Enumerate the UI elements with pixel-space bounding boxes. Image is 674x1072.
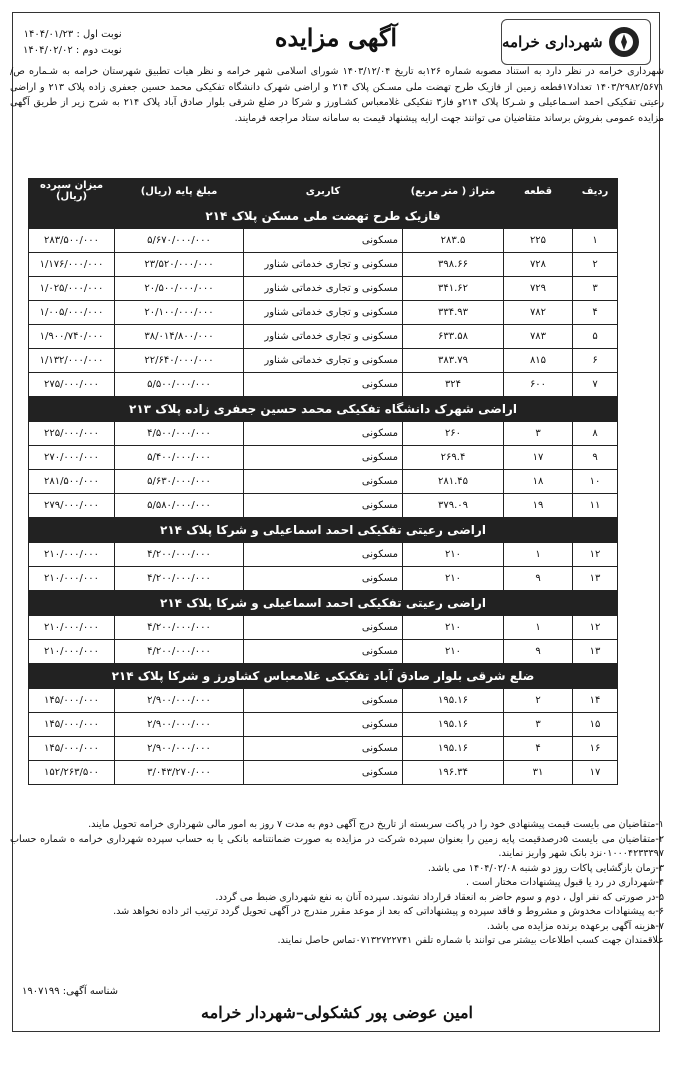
- cell-parcel: ۱: [504, 543, 573, 567]
- cell-base-price: ۳/۰۴۳/۲۷۰/۰۰۰: [115, 761, 244, 785]
- cell-parcel: ۷۸۳: [504, 325, 573, 349]
- section-title: فازیک طرح تهضت ملی مسکن پلاک ۲۱۴: [29, 204, 618, 229]
- cell-base-price: ۴/۲۰۰/۰۰۰/۰۰۰: [115, 567, 244, 591]
- cell-base-price: ۲۰/۵۰۰/۰۰۰/۰۰۰: [115, 277, 244, 301]
- cell-usage: مسکونی: [244, 689, 403, 713]
- cell-deposit: ۲۷۵/۰۰۰/۰۰۰: [29, 373, 115, 397]
- cell-parcel: ۲: [504, 689, 573, 713]
- cell-area: ۲۱۰: [403, 543, 504, 567]
- cell-deposit: ۱/۰۰۵/۰۰۰/۰۰۰: [29, 301, 115, 325]
- cell-deposit: ۱۴۵/۰۰۰/۰۰۰: [29, 737, 115, 761]
- cell-parcel: ۹: [504, 567, 573, 591]
- cell-usage: مسکونی: [244, 761, 403, 785]
- auction-table: [28, 178, 618, 785]
- note: ۵-در صورتی که نفر اول ، دوم و سوم حاضر به انعقاد قرارداد نشوند. سپرده آنان به نفع شهرداری ضبط می گردد.: [215, 891, 664, 903]
- cell-deposit: ۲۱۰/۰۰۰/۰۰۰: [29, 543, 115, 567]
- cell-parcel: ۷۸۲: [504, 301, 573, 325]
- cell-area: ۱۹۵.۱۶: [403, 689, 504, 713]
- cell-parcel: ۳: [504, 422, 573, 446]
- cell-area: ۳۳۴.۹۳: [403, 301, 504, 325]
- cell-parcel: ۳: [504, 713, 573, 737]
- cell-usage: مسکونی و تجاری خدماتی شناور: [244, 253, 403, 277]
- date-first: نوبت اول : ۱۴۰۴/۰۱/۲۳: [23, 29, 122, 40]
- cell-row-number: ۷: [573, 373, 618, 397]
- cell-area: ۳۸۳.۷۹: [403, 349, 504, 373]
- cell-area: ۳۲۴: [403, 373, 504, 397]
- cell-usage: مسکونی و تجاری خدماتی شناور: [244, 325, 403, 349]
- cell-row-number: ۱: [573, 229, 618, 253]
- cell-usage: مسکونی: [244, 422, 403, 446]
- table-row: [29, 373, 618, 397]
- cell-row-number: ۴: [573, 301, 618, 325]
- cell-base-price: ۵/۶۳۰/۰۰۰/۰۰۰: [115, 470, 244, 494]
- cell-row-number: ۱۳: [573, 567, 618, 591]
- note: ۴-شهرداری در رد یا قبول پیشنهادات مختار است .: [466, 877, 664, 888]
- cell-deposit: ۱۴۵/۰۰۰/۰۰۰: [29, 713, 115, 737]
- cell-usage: مسکونی و تجاری خدماتی شناور: [244, 349, 403, 373]
- table-row: [29, 689, 618, 713]
- cell-base-price: ۳۸/۰۱۴/۸۰۰/۰۰۰: [115, 325, 244, 349]
- table-row: [29, 277, 618, 301]
- cell-usage: مسکونی: [244, 446, 403, 470]
- cell-usage: مسکونی: [244, 737, 403, 761]
- cell-deposit: ۱/۱۳۲/۰۰۰/۰۰۰: [29, 349, 115, 373]
- table-row: [29, 301, 618, 325]
- cell-parcel: ۱۹: [504, 494, 573, 518]
- cell-row-number: ۸: [573, 422, 618, 446]
- cell-base-price: ۴/۲۰۰/۰۰۰/۰۰۰: [115, 640, 244, 664]
- note: ۷-هزینه آگهی برعهده برنده مزایده می باشد.: [486, 920, 664, 932]
- section-title: اراضی شهرک دانشگاه تفکیکی محمد حسین جعفری زاده پلاک ۲۱۳: [29, 397, 618, 422]
- cell-area: ۲۶۰: [403, 422, 504, 446]
- cell-row-number: ۱۰: [573, 470, 618, 494]
- signature: امین عوضی پور کشکولی–شهردار خرامه: [201, 1003, 473, 1022]
- cell-row-number: ۱۴: [573, 689, 618, 713]
- cell-row-number: ۱۱: [573, 494, 618, 518]
- table-row: [29, 713, 618, 737]
- notes: [10, 818, 664, 949]
- table-row: [29, 229, 618, 253]
- cell-row-number: ۹: [573, 446, 618, 470]
- cell-row-number: ۱۲: [573, 543, 618, 567]
- cell-area: ۱۹۶.۳۴: [403, 761, 504, 785]
- cell-usage: مسکونی: [244, 616, 403, 640]
- cell-row-number: ۱۷: [573, 761, 618, 785]
- cell-usage: مسکونی: [244, 640, 403, 664]
- ad-code: شناسه آگهی: ۱۹۰۷۱۹۹: [22, 986, 119, 997]
- note: ۱-متقاضیان می بایست قیمت پیشنهادی خود را در پاکت سربسته از تاریخ درج آگهی دوم به مدت ۷ روز به امور مالی شهرداری خرامه تحویل مایند.: [88, 819, 664, 830]
- table-body: [29, 204, 618, 785]
- cell-base-price: ۵/۴۰۰/۰۰۰/۰۰۰: [115, 446, 244, 470]
- cell-base-price: ۵/۵۰۰/۰۰۰/۰۰۰: [115, 373, 244, 397]
- section-title: ضلع شرقی بلوار صادق آباد تفکیکی غلامعباس کشاورز و شرکا پلاک ۲۱۴: [29, 664, 618, 689]
- cell-usage: مسکونی: [244, 373, 403, 397]
- cell-usage: مسکونی و تجاری خدماتی شناور: [244, 277, 403, 301]
- cell-area: ۱۹۵.۱۶: [403, 713, 504, 737]
- cell-base-price: ۲۲/۶۴۰/۰۰۰/۰۰۰: [115, 349, 244, 373]
- cell-parcel: ۱۷: [504, 446, 573, 470]
- cell-area: ۲۱۰: [403, 567, 504, 591]
- cell-base-price: ۴/۲۰۰/۰۰۰/۰۰۰: [115, 616, 244, 640]
- cell-base-price: ۵/۶۷۰/۰۰۰/۰۰۰: [115, 229, 244, 253]
- cell-usage: مسکونی و تجاری خدماتی شناور: [244, 301, 403, 325]
- cell-usage: مسکونی: [244, 494, 403, 518]
- table-row: [29, 470, 618, 494]
- cell-usage: مسکونی: [244, 567, 403, 591]
- logo-text: شهرداری خرامه: [502, 33, 603, 51]
- cell-parcel: ۱: [504, 616, 573, 640]
- cell-area: ۶۳۳.۵۸: [403, 325, 504, 349]
- col-base-price: مبلغ پایه (ریال): [115, 179, 244, 204]
- cell-base-price: ۲/۹۰۰/۰۰۰/۰۰۰: [115, 713, 244, 737]
- cell-area: ۳۴۱.۶۲: [403, 277, 504, 301]
- section-row: [29, 664, 618, 689]
- intro-paragraph: شهرداری خرامه در نظر دارد به استناد مصوبه شماره ۱۲۶به تاریخ ۱۴۰۳/۱۲/۰۴ شورای اسلامی شهر خرامه و نظر هیات تطبیق شهرستان خرامه به شـماره ص/۱۴۰۳/۲۹۸۲/۵۶۷۱ تعداد۱۷قطعه زمین از فازیک طرح تهضت ملی مسـکن پلاک ۲۱۴ و اراضی شهرک دانشگاه تفکیکی محمد حسین جعفری زاده پلاک ۲۱۳ و اراضی رعیتی تفکیکی احمد اسـماعیلی و شـرکا پلاک ۲۱۴و فاز۳ تفکیکی غلامعباس کشـاورز و شرکا در ضلع شرقی بلوار صادق آباد پلاک ۲۱۴ به شرح زیر از طریق آگهی مزایده عمومی بفروش برساند متقاضیان می توانند جهت ارایه پیشنهاد قیمت به سامانه ستاد مراجعه فرمایند.: [10, 66, 665, 124]
- cell-base-price: ۲/۹۰۰/۰۰۰/۰۰۰: [115, 689, 244, 713]
- cell-deposit: ۱۵۲/۲۶۳/۵۰۰: [29, 761, 115, 785]
- cell-row-number: ۱۲: [573, 616, 618, 640]
- cell-area: ۲۶۹.۴: [403, 446, 504, 470]
- table-row: [29, 543, 618, 567]
- cell-base-price: ۴/۵۰۰/۰۰۰/۰۰۰: [115, 422, 244, 446]
- cell-area: ۱۹۵.۱۶: [403, 737, 504, 761]
- cell-deposit: ۱/۹۰۰/۷۴۰/۰۰۰: [29, 325, 115, 349]
- table-row: [29, 422, 618, 446]
- cell-base-price: ۲/۹۰۰/۰۰۰/۰۰۰: [115, 737, 244, 761]
- table-row: [29, 616, 618, 640]
- col-deposit: میزان سپرده (ریال): [29, 179, 115, 204]
- municipality-emblem-icon: [607, 25, 641, 59]
- cell-usage: مسکونی: [244, 713, 403, 737]
- cell-area: ۳۹۸.۶۶: [403, 253, 504, 277]
- col-row: ردیف: [573, 179, 618, 204]
- municipality-logo: [501, 19, 651, 65]
- col-area: متراژ ( متر مربع): [403, 179, 504, 204]
- table-row: [29, 640, 618, 664]
- cell-base-price: ۴/۲۰۰/۰۰۰/۰۰۰: [115, 543, 244, 567]
- cell-area: ۳۷۹.۰۹: [403, 494, 504, 518]
- cell-row-number: ۱۵: [573, 713, 618, 737]
- table-header-row: [29, 179, 618, 204]
- section-row: [29, 518, 618, 543]
- cell-deposit: ۲۱۰/۰۰۰/۰۰۰: [29, 640, 115, 664]
- cell-parcel: ۸۱۵: [504, 349, 573, 373]
- cell-base-price: ۵/۵۸۰/۰۰۰/۰۰۰: [115, 494, 244, 518]
- header: [13, 13, 659, 71]
- section-title: اراضی رعیتی تفکیکی احمد اسماعیلی و شرکا پلاک ۲۱۴: [29, 591, 618, 616]
- cell-parcel: ۱۸: [504, 470, 573, 494]
- cell-deposit: ۲۸۳/۵۰۰/۰۰۰: [29, 229, 115, 253]
- date-second: نوبت دوم : ۱۴۰۴/۰۲/۰۲: [23, 45, 122, 56]
- col-usage: کاربری: [244, 179, 403, 204]
- cell-deposit: ۱۴۵/۰۰۰/۰۰۰: [29, 689, 115, 713]
- cell-row-number: ۵: [573, 325, 618, 349]
- cell-row-number: ۳: [573, 277, 618, 301]
- cell-parcel: ۹: [504, 640, 573, 664]
- table-row: [29, 446, 618, 470]
- table-row: [29, 737, 618, 761]
- cell-row-number: ۱۳: [573, 640, 618, 664]
- cell-parcel: ۴: [504, 737, 573, 761]
- cell-parcel: ۷۲۹: [504, 277, 573, 301]
- cell-parcel: ۶۰۰: [504, 373, 573, 397]
- cell-base-price: ۲۰/۱۰۰/۰۰۰/۰۰۰: [115, 301, 244, 325]
- note: ۳-زمان بازگشایی پاکات روز دو شنبه ۱۴۰۴/۰۲/۰۸ می باشد.: [427, 862, 664, 874]
- cell-deposit: ۲۱۰/۰۰۰/۰۰۰: [29, 616, 115, 640]
- cell-deposit: ۲۷۹/۰۰۰/۰۰۰: [29, 494, 115, 518]
- cell-usage: مسکونی: [244, 543, 403, 567]
- cell-parcel: ۷۲۸: [504, 253, 573, 277]
- cell-base-price: ۲۳/۵۲۰/۰۰۰/۰۰۰: [115, 253, 244, 277]
- table-row: [29, 349, 618, 373]
- table-row: [29, 325, 618, 349]
- cell-parcel: ۳۱: [504, 761, 573, 785]
- note: ۶-به پیشنهادات مخدوش و مشروط و فاقد سپرده و پیشنهاداتی که بعد از موعد مقرر مندرج در آگهی تحویل گردد ترتیب اثر داده نخواهد شد.: [113, 906, 664, 917]
- cell-usage: مسکونی: [244, 470, 403, 494]
- table-row: [29, 494, 618, 518]
- col-parcel: قطعه: [504, 179, 573, 204]
- cell-area: ۲۸۳.۵: [403, 229, 504, 253]
- cell-area: ۲۱۰: [403, 640, 504, 664]
- table-row: [29, 253, 618, 277]
- page-title: آگهی مزایده: [274, 23, 398, 52]
- section-title: اراضی رعیتی تفکیکی احمد اسماعیلی و شرکا پلاک ۲۱۴: [29, 518, 618, 543]
- section-row: [29, 397, 618, 422]
- cell-deposit: ۲۷۰/۰۰۰/۰۰۰: [29, 446, 115, 470]
- note: ۲-متقاضیان می بایست ۵درصدقیمت پایه زمین را بعنوان سپرده شرکت در مزایده به صورت ضمانتنامه بانکی یا به حساب سپرده شهرداری خرامه ه شماره حساب ۰۱۰۰۰۴۲۳۳۳۹۷نزد بانک شهر واریز نمایند.: [10, 833, 664, 859]
- cell-deposit: ۱/۱۷۶/۰۰۰/۰۰۰: [29, 253, 115, 277]
- cell-deposit: ۲۲۵/۰۰۰/۰۰۰: [29, 422, 115, 446]
- note: علاقمندان جهت کسب اطلاعات بیشتر می توانند با شماره تلفن ۰۷۱۳۲۷۲۲۷۴۱تماس حاصل نمایند.: [277, 935, 664, 946]
- table-row: [29, 761, 618, 785]
- cell-area: ۲۱۰: [403, 616, 504, 640]
- cell-parcel: ۲۲۵: [504, 229, 573, 253]
- cell-row-number: ۲: [573, 253, 618, 277]
- cell-deposit: ۲۸۱/۵۰۰/۰۰۰: [29, 470, 115, 494]
- section-row: [29, 204, 618, 229]
- table-row: [29, 567, 618, 591]
- cell-usage: مسکونی: [244, 229, 403, 253]
- cell-deposit: ۱/۰۲۵/۰۰۰/۰۰۰: [29, 277, 115, 301]
- cell-row-number: ۶: [573, 349, 618, 373]
- cell-deposit: ۲۱۰/۰۰۰/۰۰۰: [29, 567, 115, 591]
- cell-area: ۲۸۱.۴۵: [403, 470, 504, 494]
- section-row: [29, 591, 618, 616]
- cell-row-number: ۱۶: [573, 737, 618, 761]
